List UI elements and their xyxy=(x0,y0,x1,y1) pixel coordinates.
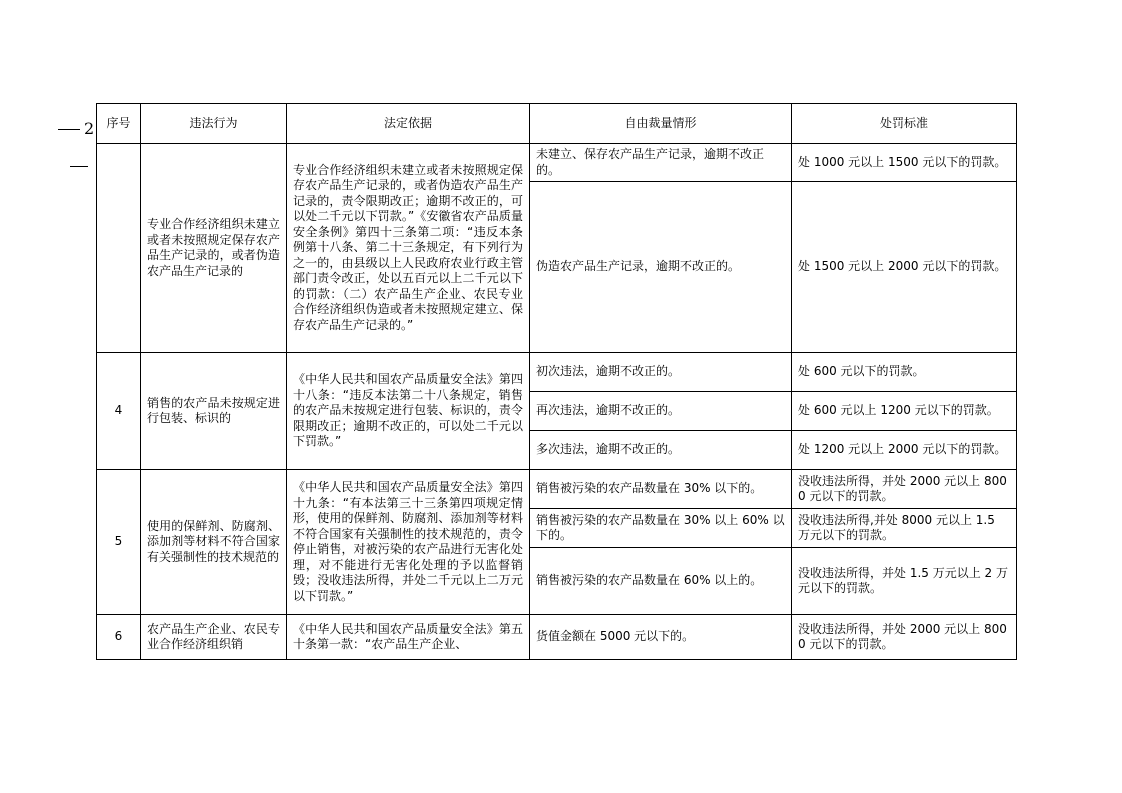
row-situation: 未建立、保存农产品生产记录，逾期不改正的。 xyxy=(530,144,792,182)
row-situation: 再次违法，逾期不改正的。 xyxy=(530,392,792,431)
row-situation: 多次违法，逾期不改正的。 xyxy=(530,431,792,470)
row-situation: 伪造农产品生产记录，逾期不改正的。 xyxy=(530,182,792,353)
row-violation: 使用的保鲜剂、防腐剂、添加剂等材料不符合国家有关强制性的技术规范的 xyxy=(141,470,287,615)
row-situation: 初次违法，逾期不改正的。 xyxy=(530,353,792,392)
row-legal-basis: 《中华人民共和国农产品质量安全法》第五十条第一款：“农产品生产企业、 xyxy=(287,615,530,660)
table-row xyxy=(97,353,1017,392)
page-number-value: 2 xyxy=(84,119,95,138)
header-violation: 违法行为 xyxy=(141,104,287,144)
row-legal-basis: 《中华人民共和国农产品质量安全法》第四十九条：“有本法第三十三条第四项规定情形，使用的保鲜剂、防腐剂、添加剂等材料不符合国家有关强制性的技术规范的，责令停止销售，对被污染的农产品进行无害化处理，对不能进行无害化处理的予以监督销毁；没收违法所得，并处二千元以上二万元以下罚款。” xyxy=(287,470,530,615)
row-serial-number: 5 xyxy=(97,470,141,615)
row-legal-basis: 《中华人民共和国农产品质量安全法》第四十八条：“违反本法第二十八条规定，销售的农产品未按规定进行包装、标识的，责令限期改正；逾期不改正的，可以处二千元以下罚款。” xyxy=(287,353,530,470)
row-situation: 销售被污染的农产品数量在 30% 以上 60% 以下的。 xyxy=(530,509,792,548)
row-situation: 销售被污染的农产品数量在 30% 以下的。 xyxy=(530,470,792,509)
row-serial-number xyxy=(97,144,141,353)
row-standard: 处 1000 元以上 1500 元以下的罚款。 xyxy=(792,144,1017,182)
row-serial-number: 4 xyxy=(97,353,141,470)
header-discretion-situation: 自由裁量情形 xyxy=(530,104,792,144)
row-violation: 农产品生产企业、农民专业合作经济组织销 xyxy=(141,615,287,660)
row-standard: 没收违法所得,并处 8000 元以上 1.5 万元以下的罚款。 xyxy=(792,509,1017,548)
header-penalty-standard: 处罚标准 xyxy=(792,104,1017,144)
row-standard: 处 600 元以上 1200 元以下的罚款。 xyxy=(792,392,1017,431)
table-row xyxy=(97,144,1017,182)
table-row xyxy=(97,470,1017,509)
penalty-standards-table xyxy=(96,103,1017,660)
page-number-dash xyxy=(58,129,80,130)
row-standard: 处 1500 元以上 2000 元以下的罚款。 xyxy=(792,182,1017,353)
row-standard: 没收违法所得，并处 2000 元以上 8000 元以下的罚款。 xyxy=(792,615,1017,660)
row-situation: 销售被污染的农产品数量在 60% 以上的。 xyxy=(530,548,792,615)
row-standard: 没收违法所得，并处 2000 元以上 8000 元以下的罚款。 xyxy=(792,470,1017,509)
table-header-row xyxy=(97,104,1017,144)
row-standard: 处 1200 元以上 2000 元以下的罚款。 xyxy=(792,431,1017,470)
header-legal-basis: 法定依据 xyxy=(287,104,530,144)
row-situation: 货值金额在 5000 元以下的。 xyxy=(530,615,792,660)
page-number xyxy=(58,118,98,140)
header-serial-number: 序号 xyxy=(97,104,141,144)
row-standard: 处 600 元以下的罚款。 xyxy=(792,353,1017,392)
page-number-dash-lower xyxy=(70,166,88,167)
row-legal-basis: 专业合作经济组织未建立或者未按照规定保存农产品生产记录的，或者伪造农产品生产记录的，责令限期改正；逾期不改正的，可以处二千元以下罚款。”《安徽省农产品质量安全条例》第四十三条第二项：“违反本条例第十八条、第二十三条规定，有下列行为之一的，由县级以上人民政府农业行政主管部门责令改正，处以五百元以上二千元以下的罚款：（二）农产品生产企业、农民专业合作经济组织伪造或者未按照规定建立、保存农产品生产记录的。” xyxy=(287,144,530,353)
row-violation: 专业合作经济组织未建立或者未按照规定保存农产品生产记录的，或者伪造农产品生产记录的 xyxy=(141,144,287,353)
row-violation: 销售的农产品未按规定进行包装、标识的 xyxy=(141,353,287,470)
table-row xyxy=(97,615,1017,660)
row-standard: 没收违法所得，并处 1.5 万元以上 2 万元以下的罚款。 xyxy=(792,548,1017,615)
row-serial-number: 6 xyxy=(97,615,141,660)
